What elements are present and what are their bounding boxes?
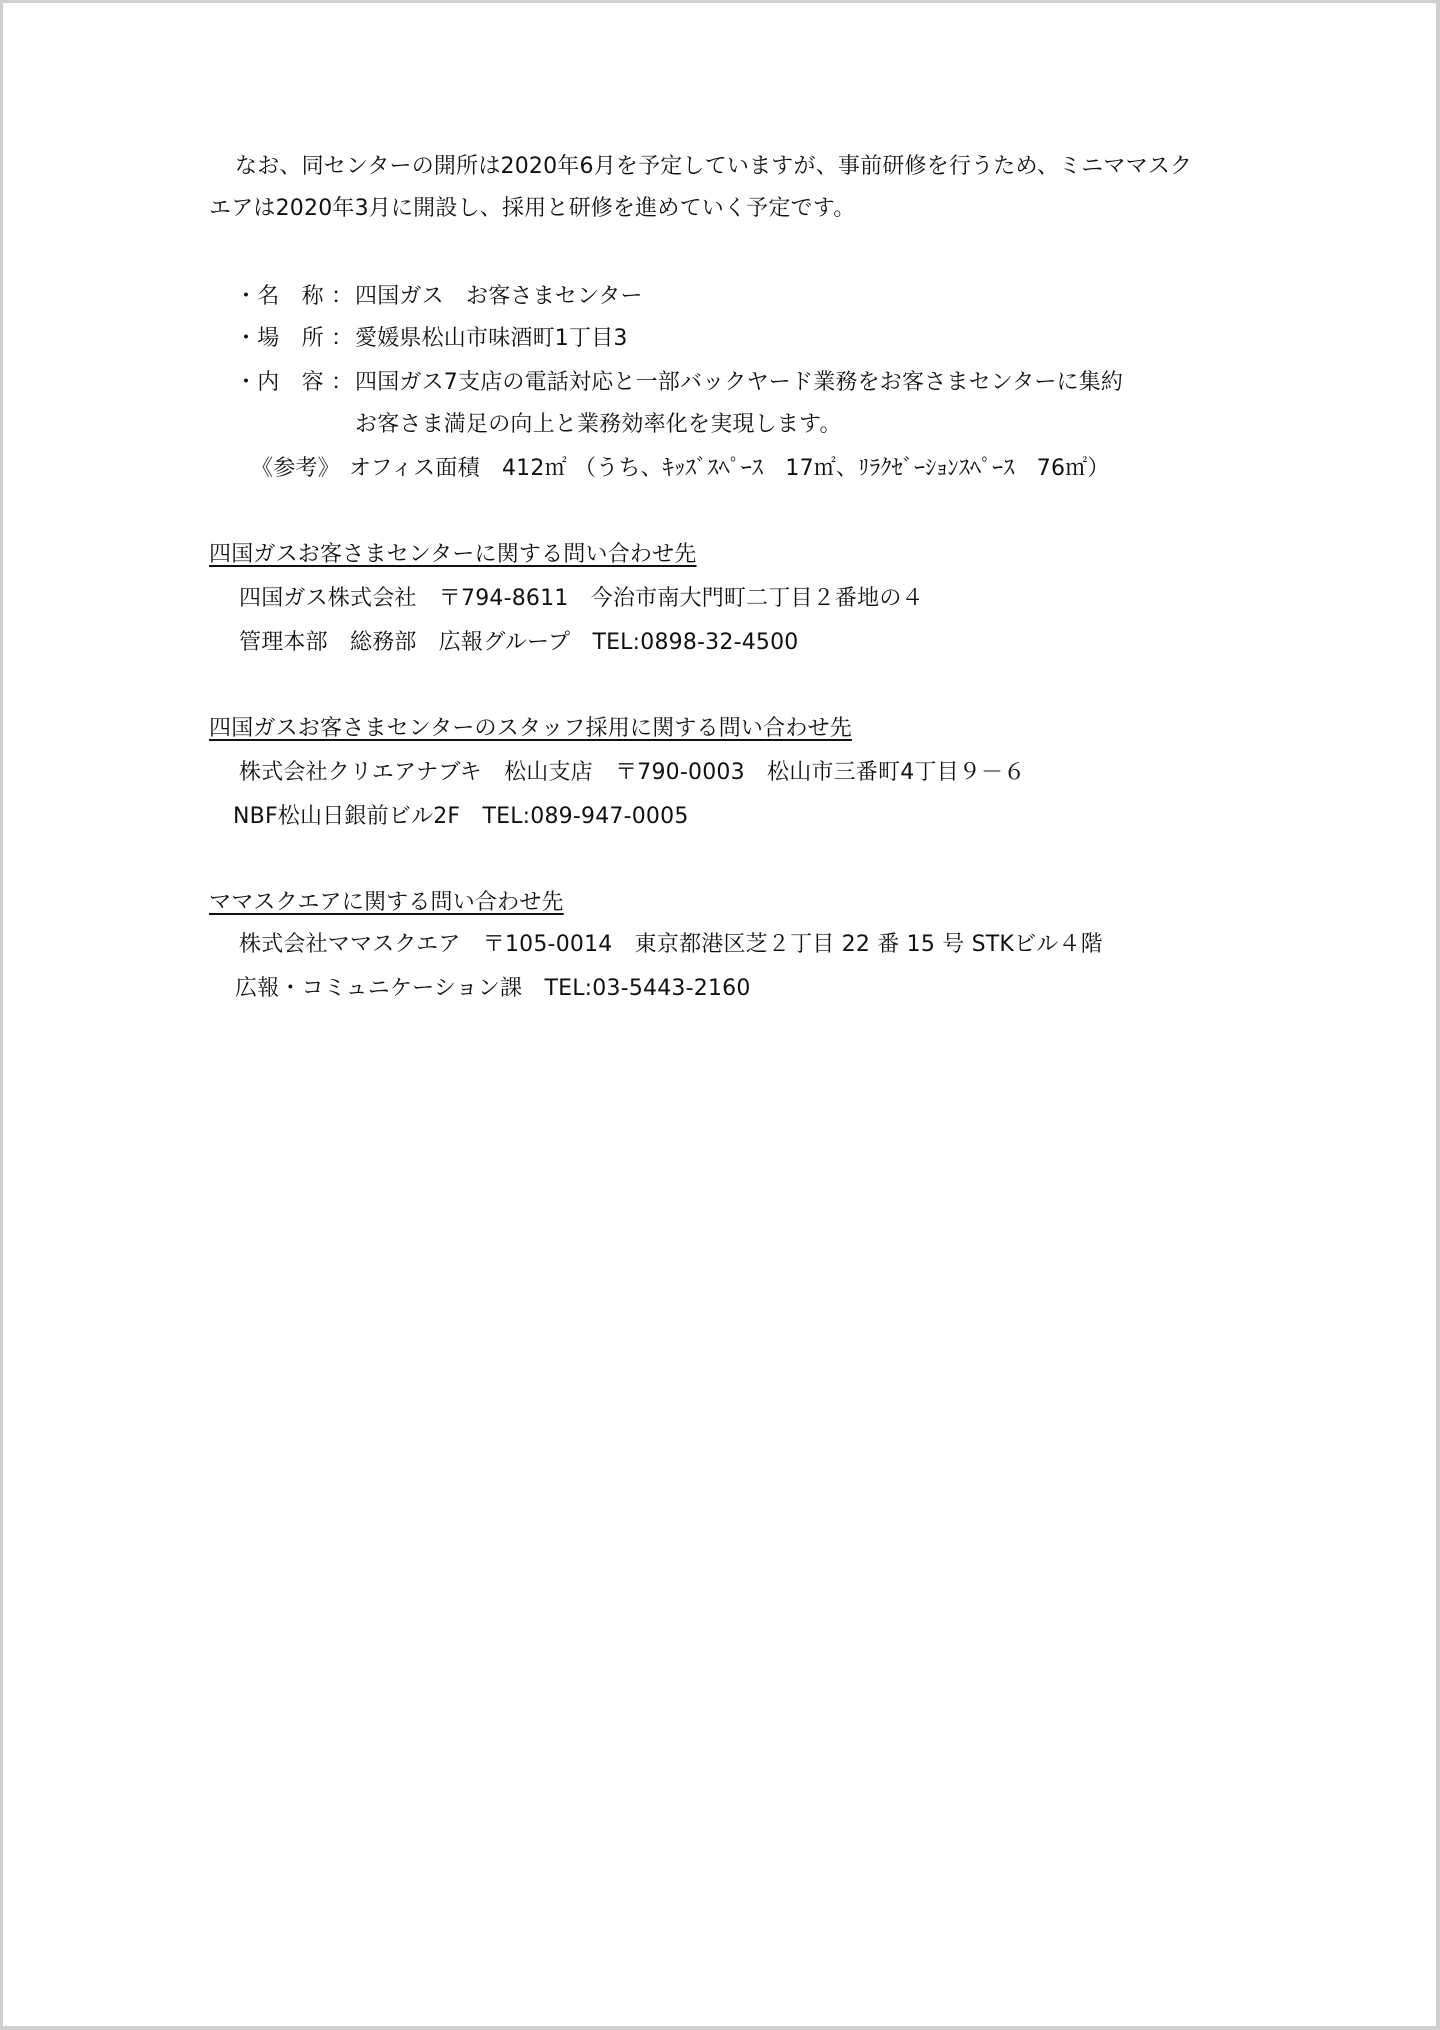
detail-name-label: ・名 称 ： — [235, 284, 354, 309]
intro-line-1: なお、同センターの開所は2020年6月を予定していますが、事前研修を行うため、ミニママスク — [235, 154, 1193, 179]
contact-center-line-1: 四国ガス株式会社 〒794-8611 今治市南大門町二丁目２番地の４ — [239, 586, 924, 611]
contact-staff-heading: 四国ガスお客さまセンターのスタッフ採用に関する問い合わせ先 — [209, 716, 852, 741]
detail-location-value: 愛媛県松山市味酒町1丁目3 — [355, 326, 628, 351]
detail-content-value-2: お客さま満足の向上と業務効率化を実現します。 — [355, 412, 842, 437]
intro-line-2: エアは2020年3月に開設し、採用と研修を進めていく予定です。 — [209, 196, 856, 221]
contact-mamasquare-line-2: 広報・コミュニケーション課 TEL:03-5443-2160 — [235, 976, 751, 1001]
detail-name-value: 四国ガス お客さまセンター — [355, 284, 643, 309]
contact-mamasquare-line-1: 株式会社ママスクエア 〒105-0014 東京都港区芝２丁目 22 番 15 号 STKビル４階 — [239, 932, 1103, 957]
contact-staff-line-2: NBF松山日銀前ビル2F TEL:089-947-0005 — [233, 804, 689, 829]
contact-mamasquare-heading: ママスクエアに関する問い合わせ先 — [209, 890, 564, 915]
contact-center-line-2: 管理本部 総務部 広報グループ TEL:0898-32-4500 — [239, 630, 799, 655]
detail-reference-label: 《参考》 — [251, 456, 340, 481]
detail-reference-value: オフィス面積 412㎡ （うち、ｷｯｽﾞｽﾍﾟｰｽ 17㎡、ﾘﾗｸｾﾞｰｼｮﾝｽﾍﾟｰｽ 76㎡） — [349, 456, 1110, 481]
contact-center-heading: 四国ガスお客さまセンターに関する問い合わせ先 — [209, 542, 697, 567]
detail-content-label: ・内 容 ： — [235, 370, 354, 395]
detail-location-label: ・場 所 ： — [235, 326, 354, 351]
contact-staff-line-1: 株式会社クリエアナブキ 松山支店 〒790-0003 松山市三番町4丁目９－６ — [239, 760, 1026, 785]
detail-content-value-1: 四国ガス7支店の電話対応と一部バックヤード業務をお客さまセンターに集約 — [355, 370, 1124, 395]
